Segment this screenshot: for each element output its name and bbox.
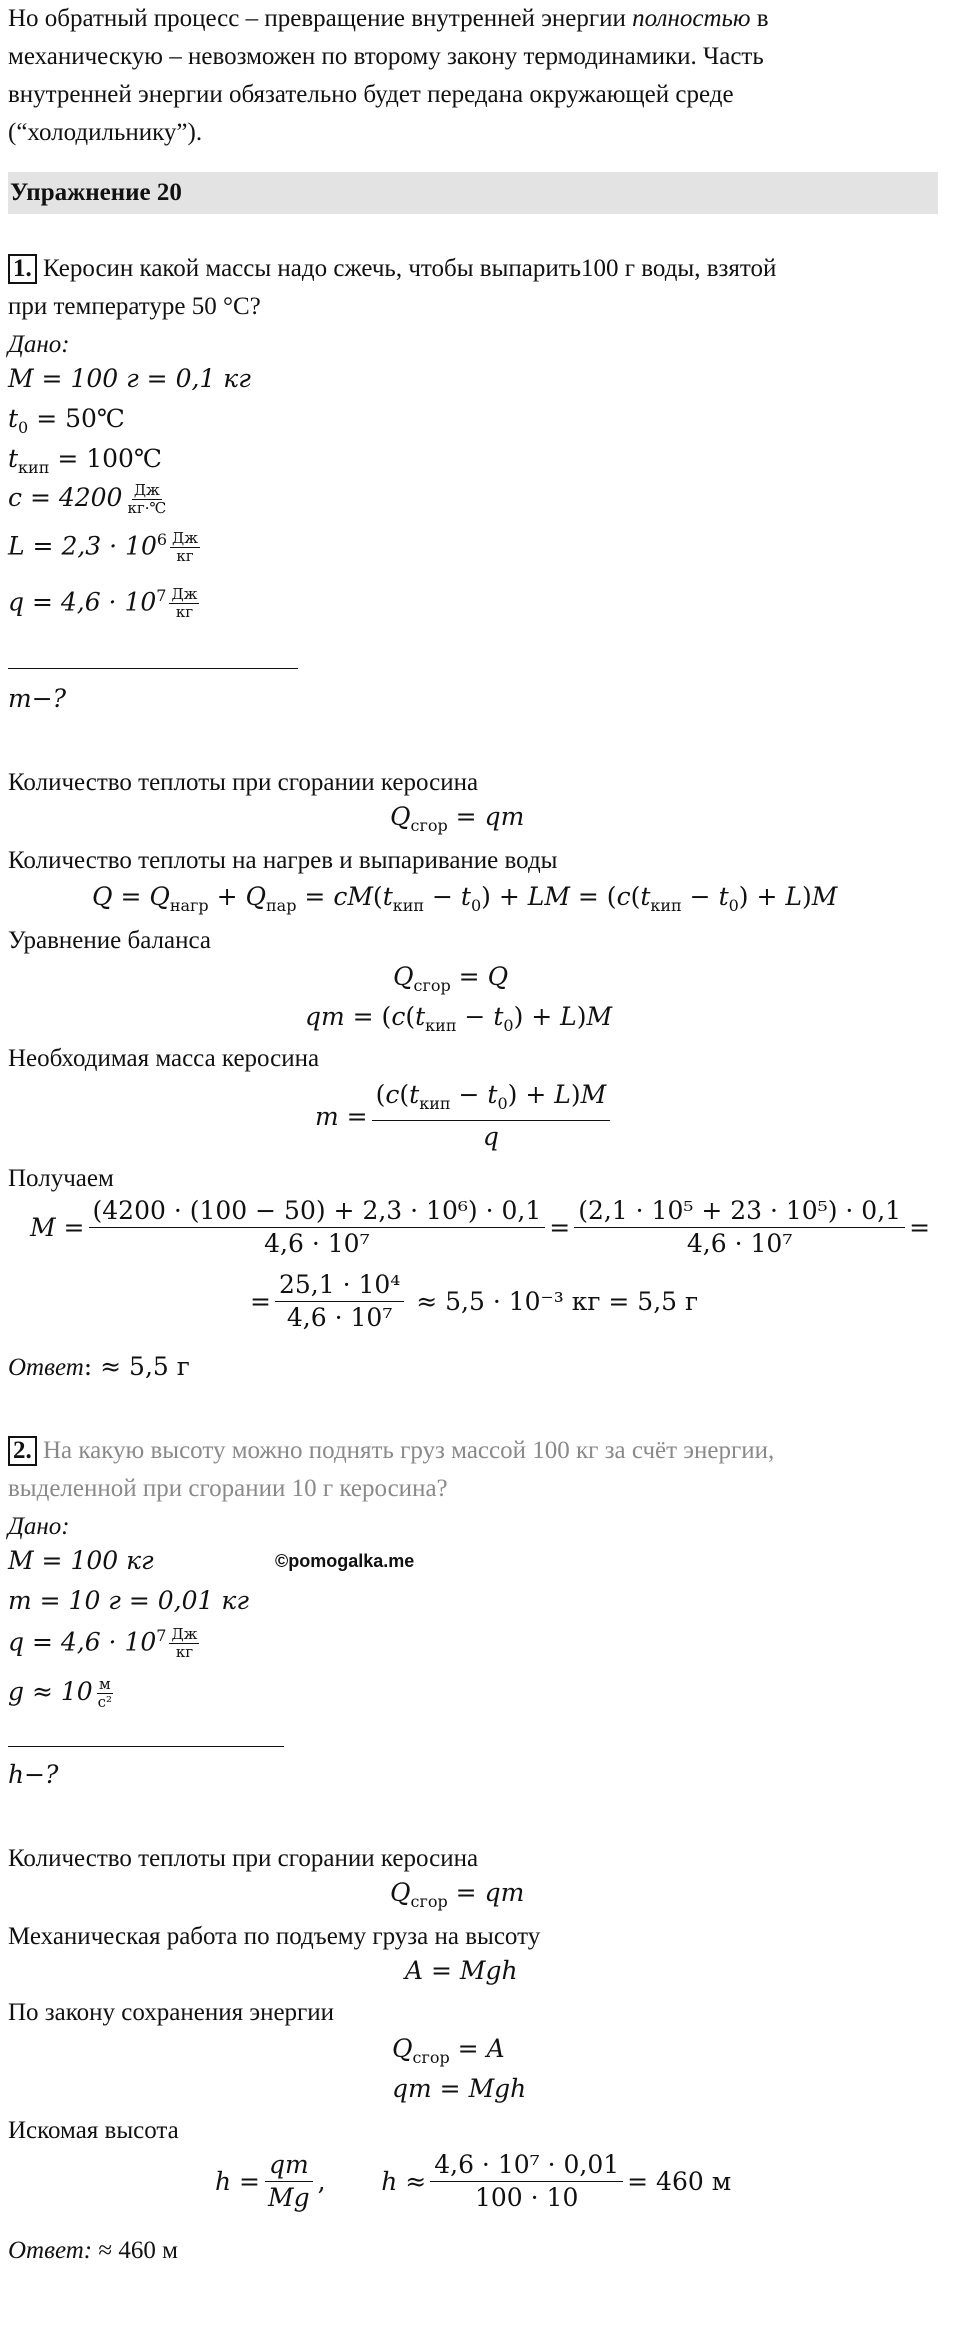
p2-step2-text: Механическая работа по подъему груза на высоту	[8, 1923, 541, 1950]
intro-line-2: механическую – невозможен по второму закону термодинамики. Часть	[8, 43, 764, 70]
p1-step1-text: Количество теплоты при сгорании керосина	[8, 769, 479, 796]
p1-eq-qsgor: $Q_{сгор}$ = qm	[390, 802, 525, 835]
p2-step4-text: Искомая высота	[8, 2117, 179, 2144]
p1-step4-text: Необходимая масса керосина	[8, 1045, 320, 1072]
given-tkip: $t_{кип}$ = 100℃	[8, 444, 162, 477]
p1-calc-line1: M = $\frac{\text{(4200 · (100 − 50) + 2,3 · 10⁶) · 0,1}}{\text{4,6 · 10⁷}}$ = $\frac{\text{(2,1 · 10⁵ + 23 · 10⁵) · 0,1}}{\text{4,6 · 10⁷}}$ =	[30, 1196, 931, 1258]
given-divider	[8, 668, 298, 669]
p2-step3-text: По закону сохранения энергии	[8, 1999, 335, 2026]
problem1-statement-line2: при температуре 50 °С?	[8, 293, 261, 320]
given-q: $q = 4,6 \cdot 10^7$ $\frac{Дж}{кг}$	[8, 585, 198, 622]
problem1-find: m−?	[8, 684, 67, 713]
watermark: ©pomogalka.me	[275, 1551, 415, 1571]
p1-step3-text: Уравнение баланса	[8, 927, 211, 954]
p1-eq-mass-formula: m = $\frac{(c(t_{кип} - t_0) + L)M}{q}$	[315, 1080, 614, 1152]
given-mass-water: M = 100 г = 0,1 кг	[8, 364, 251, 393]
p2-step1-text: Количество теплоты при сгорании керосина	[8, 1845, 479, 1872]
p2-eq-conservation-2: qm = Mgh	[392, 2074, 527, 2103]
given-L: $L = 2,3 \cdot 10^6$ $\frac{Дж}{кг}$	[8, 529, 199, 566]
p2-eq-height: h = $\frac{qm}{Mg}$ , h ≈ $\frac{\text{4,6 · 10⁷ · 0,01}}{100 \cdot 10}$ = 460 м	[215, 2150, 732, 2212]
problem2-statement-line2: выделенной при сгорании 10 г керосина?	[8, 1475, 448, 1502]
p2-eq-qsgor: $Q_{сгор}$ = qm	[390, 1878, 525, 1911]
problem2-statement-line1: 2. На какую высоту можно поднять груз массой 100 кг за счёт энергии,	[8, 1432, 774, 1470]
p1-step2-text: Количество теплоты на нагрев и выпаривание воды	[8, 847, 558, 874]
problem2-find: h−?	[8, 1760, 59, 1789]
problem1-given-label: Дано:	[8, 331, 70, 358]
exercise-title: Упражнение 20	[10, 179, 182, 206]
p2-answer: Ответ: ≈ 460 м	[8, 2237, 178, 2264]
p1-eq-total-heat: $Q = Q_{нагр} + Q_{пар} = cM(t_{кип} - t_0)$ + LM = $(c(t_{кип} - t_0) + L)M$	[92, 882, 838, 915]
p1-step5-text: Получаем	[8, 1165, 114, 1192]
problem1-statement-line1: 1. Керосин какой массы надо сжечь, чтобы выпарить100 г воды, взятой	[8, 250, 776, 288]
intro-line-1: Но обратный процесс – превращение внутренней энергии полностью в	[8, 5, 769, 32]
p2-given-M: M = 100 кг	[8, 1546, 154, 1575]
problem2-number: 2.	[8, 1436, 37, 1466]
given-c: c = 4200 $\frac{Дж}{кг\cdot℃}$	[8, 481, 167, 517]
p1-answer: Ответ: ≈ 5,5 г	[8, 1352, 190, 1381]
p1-eq-balance-2: qm = $(c(t_{кип} - t_0) + L)M$	[305, 1002, 613, 1035]
intro-line-3: внутренней энергии обязательно будет передана окружающей среде	[8, 81, 734, 108]
intro-line-4: (“холодильнику”).	[8, 119, 203, 146]
p2-given-m: m = 10 г = 0,01 кг	[8, 1586, 249, 1615]
given-t0: $t_0$ = 50℃	[8, 404, 125, 437]
p1-eq-balance-1: $Q_{сгор} = Q$	[393, 962, 509, 995]
p1-calc-line2: = $\frac{\text{25,1 · 10⁴}}{\text{4,6 · 10⁷}}$ ≈ 5,5 · 10⁻³ кг = 5,5 г	[250, 1270, 699, 1332]
p2-given-g: g ≈ 10 $\frac{м}{\text{с²}}$	[8, 1675, 113, 1711]
problem2-given-label: Дано:	[8, 1513, 70, 1540]
problem1-number: 1.	[8, 254, 37, 284]
p2-eq-work: A = Mgh	[405, 1956, 518, 1985]
p2-eq-conservation-1: $Q_{сгор} = A$	[392, 2034, 505, 2067]
p2-given-divider	[8, 1746, 284, 1747]
p2-given-q: $q = 4,6 \cdot 10^7$ $\frac{Дж}{кг}$	[8, 1625, 198, 1662]
